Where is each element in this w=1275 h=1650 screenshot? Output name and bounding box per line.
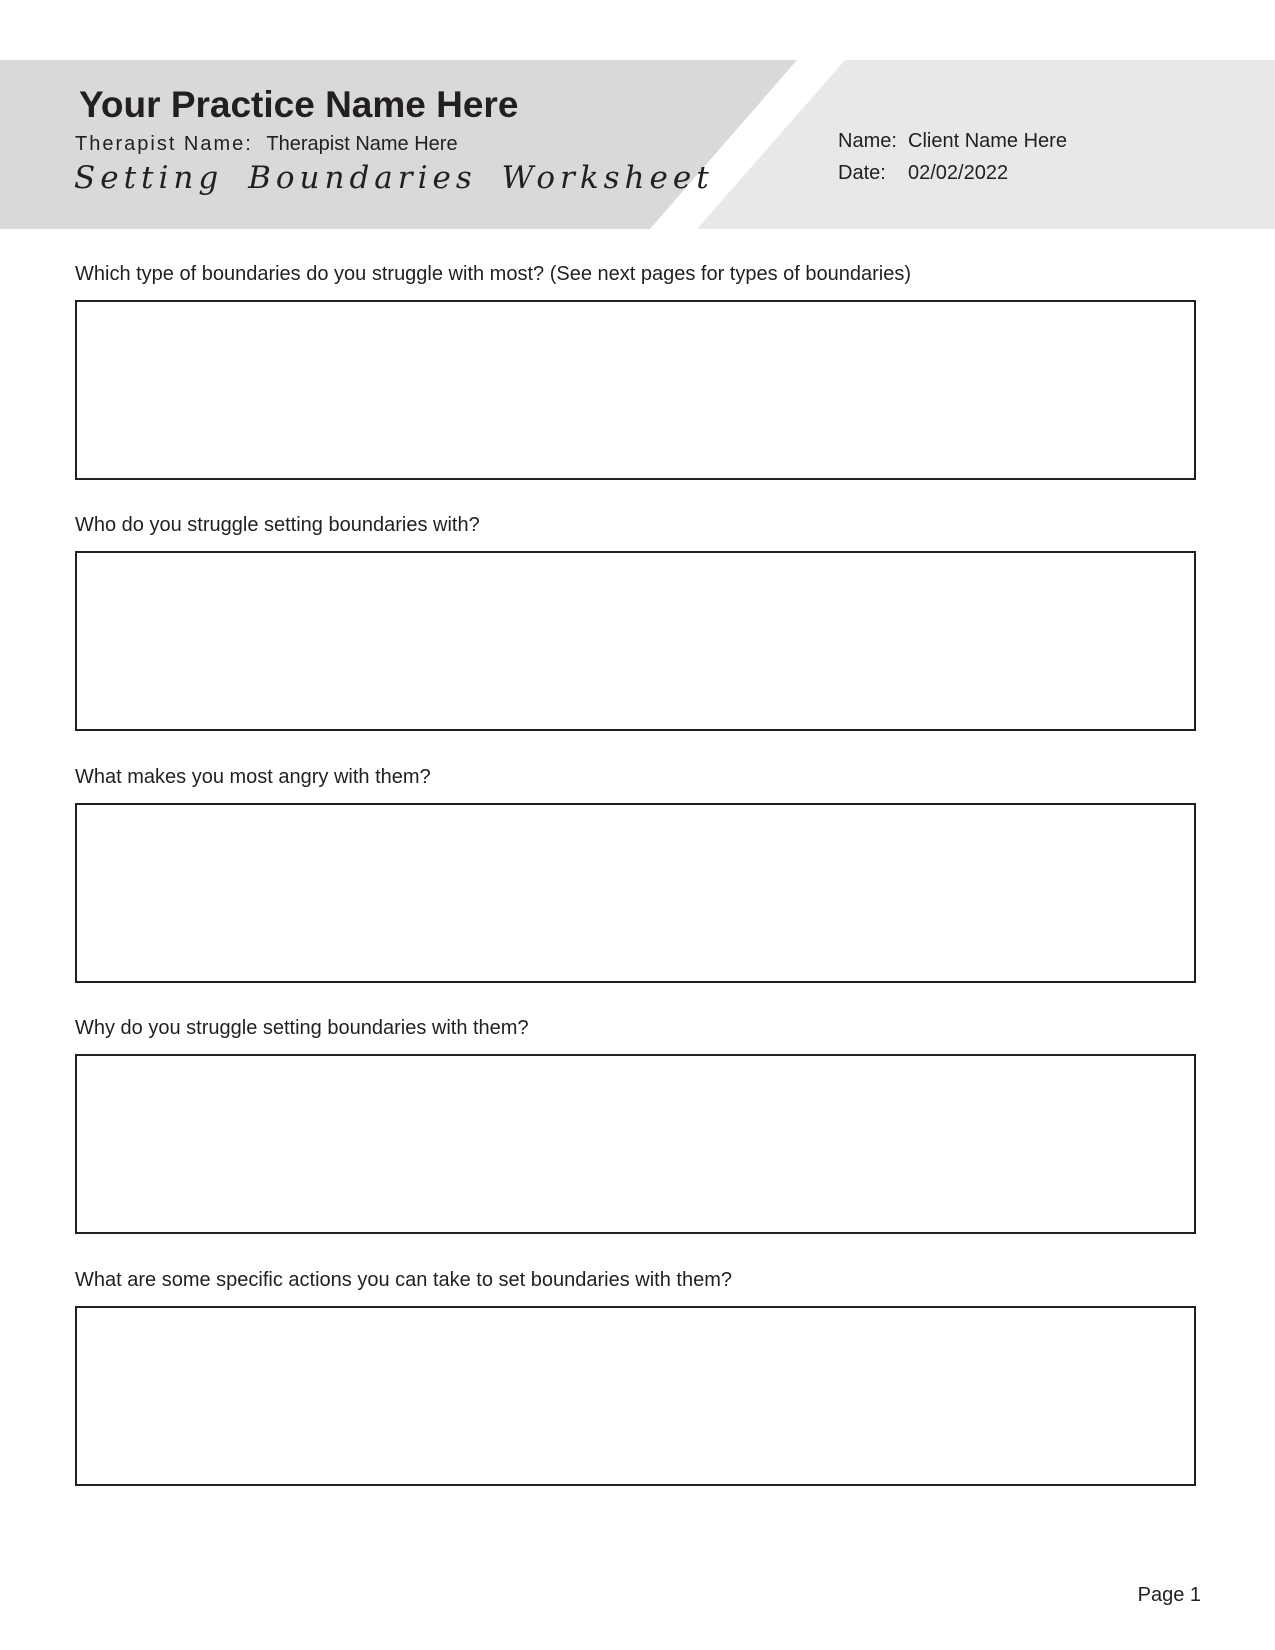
client-name-field[interactable]: Client Name Here bbox=[908, 130, 1067, 152]
answer-box-4[interactable] bbox=[75, 1054, 1196, 1234]
question-1-label: Which type of boundaries do you struggle with most? (See next pages for types of boundaries) bbox=[75, 263, 912, 285]
therapist-label: Therapist Name: bbox=[75, 133, 253, 155]
question-3-label: What makes you most angry with them? bbox=[75, 766, 431, 788]
client-name-label: Name: bbox=[838, 130, 897, 152]
therapist-name-field[interactable]: Therapist Name Here bbox=[266, 133, 458, 155]
answer-box-1[interactable] bbox=[75, 300, 1196, 480]
page-number: Page 1 bbox=[1137, 1584, 1201, 1606]
therapist-row bbox=[75, 134, 458, 154]
answer-box-5[interactable] bbox=[75, 1306, 1196, 1486]
date-field[interactable]: 02/02/2022 bbox=[908, 162, 1009, 184]
question-2-label: Who do you struggle setting boundaries with? bbox=[75, 514, 480, 536]
answer-box-3[interactable] bbox=[75, 803, 1196, 983]
worksheet-title: Setting Boundaries Worksheet bbox=[74, 160, 714, 196]
answer-box-2[interactable] bbox=[75, 551, 1196, 731]
date-row bbox=[838, 163, 1067, 195]
client-info bbox=[838, 131, 1067, 195]
question-5-label: What are some specific actions you can take to set boundaries with them? bbox=[75, 1269, 733, 1291]
question-4-label: Why do you struggle setting boundaries with them? bbox=[75, 1017, 529, 1039]
practice-name: Your Practice Name Here bbox=[79, 84, 519, 125]
date-label: Date: bbox=[838, 162, 886, 184]
client-name-row bbox=[838, 131, 1067, 163]
